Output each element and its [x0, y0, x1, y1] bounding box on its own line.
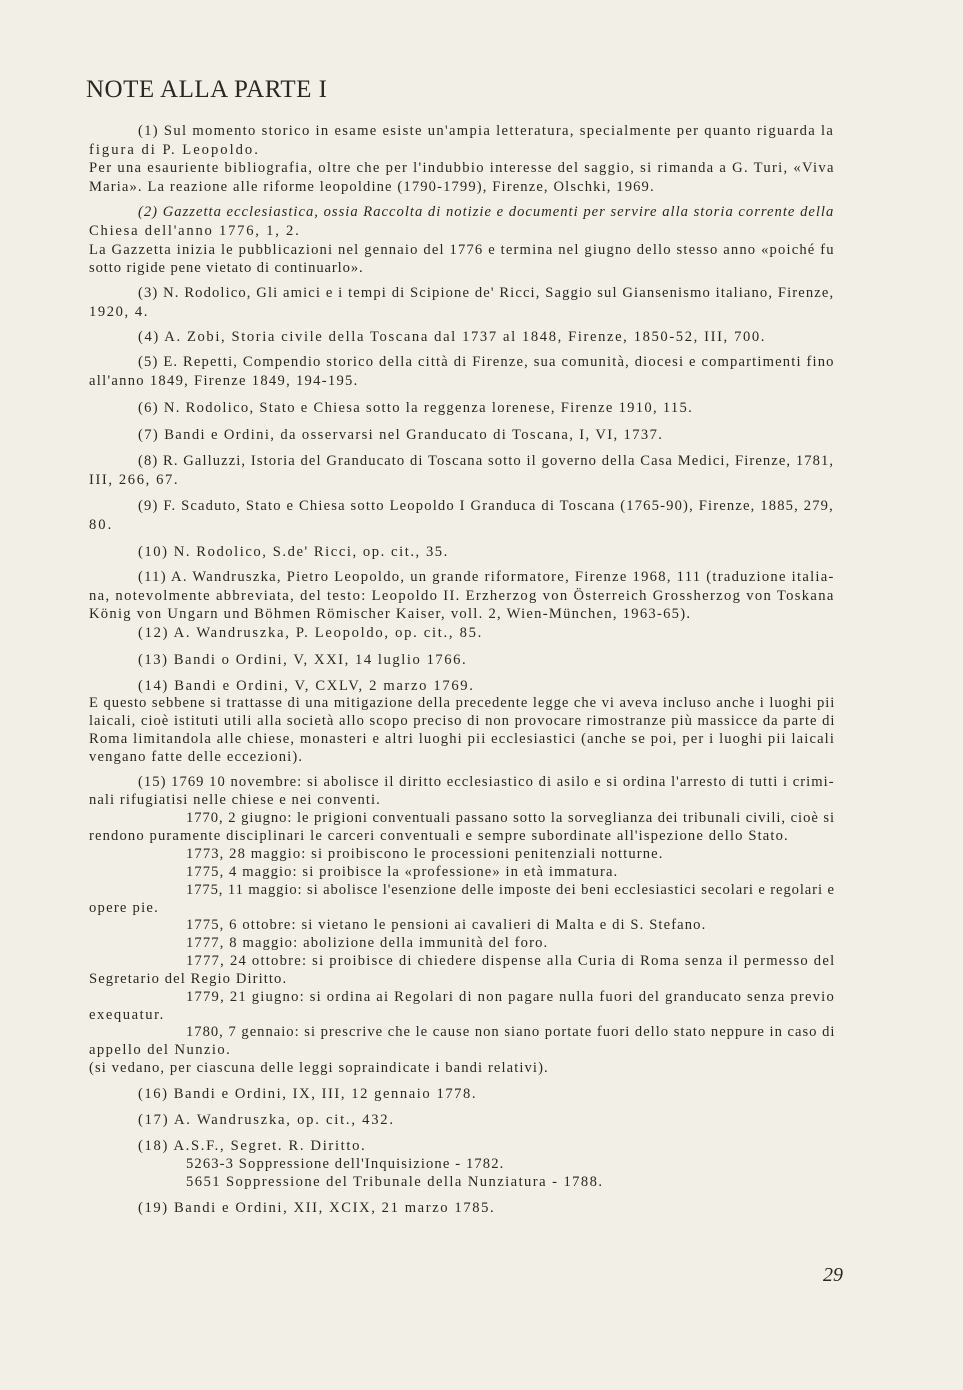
note-line: 1775, 4 maggio: si proibisce la «professione» in età immatura. — [186, 864, 619, 880]
note-line: (5) E. Repetti, Compendio storico della città di Firenze, sua comunità, diocesi e compartimenti fino — [138, 354, 835, 370]
note-line: all'anno 1849, Firenze 1849, 194-195. — [89, 373, 359, 389]
note-line: Roma limitandola alle chiese, monasteri e altri luoghi pii ecclesiastici (anche se poi, per i luoghi pii laicali — [89, 731, 836, 747]
note-line: opere pie. — [89, 900, 160, 916]
note-line: König von Ungarn und Böhmen Römischer Kaiser, voll. 2, Wien-München, 1963-65). — [89, 606, 692, 622]
note-line: 1779, 21 giugno: si ordina ai Regolari di non pagare nulla fuori del granducato senza previo — [186, 989, 835, 1005]
note-line: 1920, 4. — [89, 304, 150, 320]
note-line: E questo sebbene si trattasse di una mitigazione della precedente legge che vi aveva incluso anche i luoghi pii — [89, 695, 836, 711]
note-line: (19) Bandi e Ordini, XII, XCIX, 21 marzo 1785. — [138, 1200, 496, 1216]
note-line: (4) A. Zobi, Storia civile della Toscana dal 1737 al 1848, Firenze, 1850-52, III, 700. — [138, 329, 767, 345]
note-line: 5263-3 Soppressione dell'Inquisizione - 1782. — [186, 1156, 505, 1172]
note-line: La Gazzetta inizia le pubblicazioni nel gennaio del 1776 e termina nel giugno dello stesso anno «poiché fu — [89, 242, 835, 258]
note-line: (9) F. Scaduto, Stato e Chiesa sotto Leopoldo I Granduca di Toscana (1765-90), Firenze, 1885, 279, — [138, 498, 834, 514]
note-line: sotto rigide pene vietato di continuarlo». — [89, 260, 364, 276]
note-line: Per una esauriente bibliografia, oltre che per l'indubbio interesse del saggio, si rimanda a G. Turi, «Viva — [89, 160, 835, 176]
note-line: laicali, cioè istituti utili alla società allo scopo preciso di non provocare rimostranze più massicce da parte di — [89, 713, 836, 729]
note-line: Chiesa dell'anno 1776, 1, 2. — [89, 223, 301, 239]
note-line: (15) 1769 10 novembre: si abolisce il diritto ecclesiastico di asilo e si ordina l'arresto di tutti i crimi- — [138, 774, 835, 790]
note-line: nali rifugiatisi nelle chiese e nei conventi. — [89, 792, 381, 808]
note-line: 5651 Soppressione del Tribunale della Nunziatura - 1788. — [186, 1174, 604, 1190]
note-line: rendono puramente disciplinari le carceri conventuali e sempre subordinate all'ispezione dello Stato. — [89, 828, 789, 844]
note-line: 1770, 2 giugno: le prigioni conventuali passano sotto la sorveglianza dei tribunali civili, cioè si — [186, 810, 835, 826]
note-line: Maria». La reazione alle riforme leopoldine (1790-1799), Firenze, Olschki, 1969. — [89, 179, 655, 195]
note-line: 80. — [89, 517, 114, 533]
page-number: 29 — [823, 1264, 843, 1286]
note-line: 1775, 6 ottobre: si vietano le pensioni ai cavalieri di Malta e di S. Stefano. — [186, 917, 707, 933]
note-line: (8) R. Galluzzi, Istoria del Granducato di Toscana sotto il governo della Casa Medici, Firenze, 1781, — [138, 453, 835, 469]
note-line: (10) N. Rodolico, S.de' Ricci, op. cit., 35. — [138, 544, 449, 560]
note-line: na, notevolmente abbreviata, del testo: Leopoldo II. Erzherzog von Österreich Grossherzog von Toskana — [89, 588, 835, 604]
note-line: (si vedano, per ciascuna delle leggi sopraindicate i bandi relativi). — [89, 1060, 549, 1076]
note-line: (14) Bandi e Ordini, V, CXLV, 2 marzo 1769. — [138, 678, 475, 694]
note-line: (16) Bandi e Ordini, IX, III, 12 gennaio 1778. — [138, 1086, 478, 1102]
note-line: 1780, 7 gennaio: si prescrive che le cause non siano portate fuori dello stato neppure in caso di — [186, 1024, 836, 1040]
note-line: (12) A. Wandruszka, P. Leopoldo, op. cit., 85. — [138, 625, 483, 641]
note-line: 1777, 24 ottobre: si proibisce di chiedere dispense alla Curia di Roma senza il permesso del — [186, 953, 836, 969]
note-line: (3) N. Rodolico, Gli amici e i tempi di Scipione de' Ricci, Saggio sul Giansenismo italiano, Firenze, — [138, 285, 835, 301]
note-line: figura di P. Leopoldo. — [89, 142, 260, 158]
note-line: (2) Gazzetta ecclesiastica, ossia Raccolta di notizie e documenti per servire alla storia corrente della — [138, 204, 835, 220]
note-line: (6) N. Rodolico, Stato e Chiesa sotto la reggenza lorenese, Firenze 1910, 115. — [138, 400, 694, 416]
note-line: III, 266, 67. — [89, 472, 180, 488]
note-line: 1773, 28 maggio: si proibiscono le processioni penitenziali notturne. — [186, 846, 664, 862]
section-title: NOTE ALLA PARTE I — [86, 76, 328, 103]
note-line: (1) Sul momento storico in esame esiste un'ampia letteratura, specialmente per quanto riguarda la — [138, 123, 835, 139]
note-line: exequatur. — [89, 1007, 165, 1023]
note-line: vengano fatte delle eccezioni). — [89, 749, 304, 765]
note-line: appello del Nunzio. — [89, 1042, 232, 1058]
note-line: (7) Bandi e Ordini, da osservarsi nel Granducato di Toscana, I, VI, 1737. — [138, 427, 664, 443]
note-line: (18) A.S.F., Segret. R. Diritto. — [138, 1138, 367, 1154]
note-line: (11) A. Wandruszka, Pietro Leopoldo, un grande riformatore, Firenze 1968, 111 (traduzione italia- — [138, 569, 835, 585]
note-line: 1777, 8 maggio: abolizione della immunità del foro. — [186, 935, 549, 951]
note-line: Segretario del Regio Diritto. — [89, 971, 288, 987]
note-line: (17) A. Wandruszka, op. cit., 432. — [138, 1112, 395, 1128]
note-line: 1775, 11 maggio: si abolisce l'esenzione delle imposte dei beni ecclesiastici secolari e regolari e — [186, 882, 835, 898]
note-line: (13) Bandi o Ordini, V, XXI, 14 luglio 1766. — [138, 652, 468, 668]
